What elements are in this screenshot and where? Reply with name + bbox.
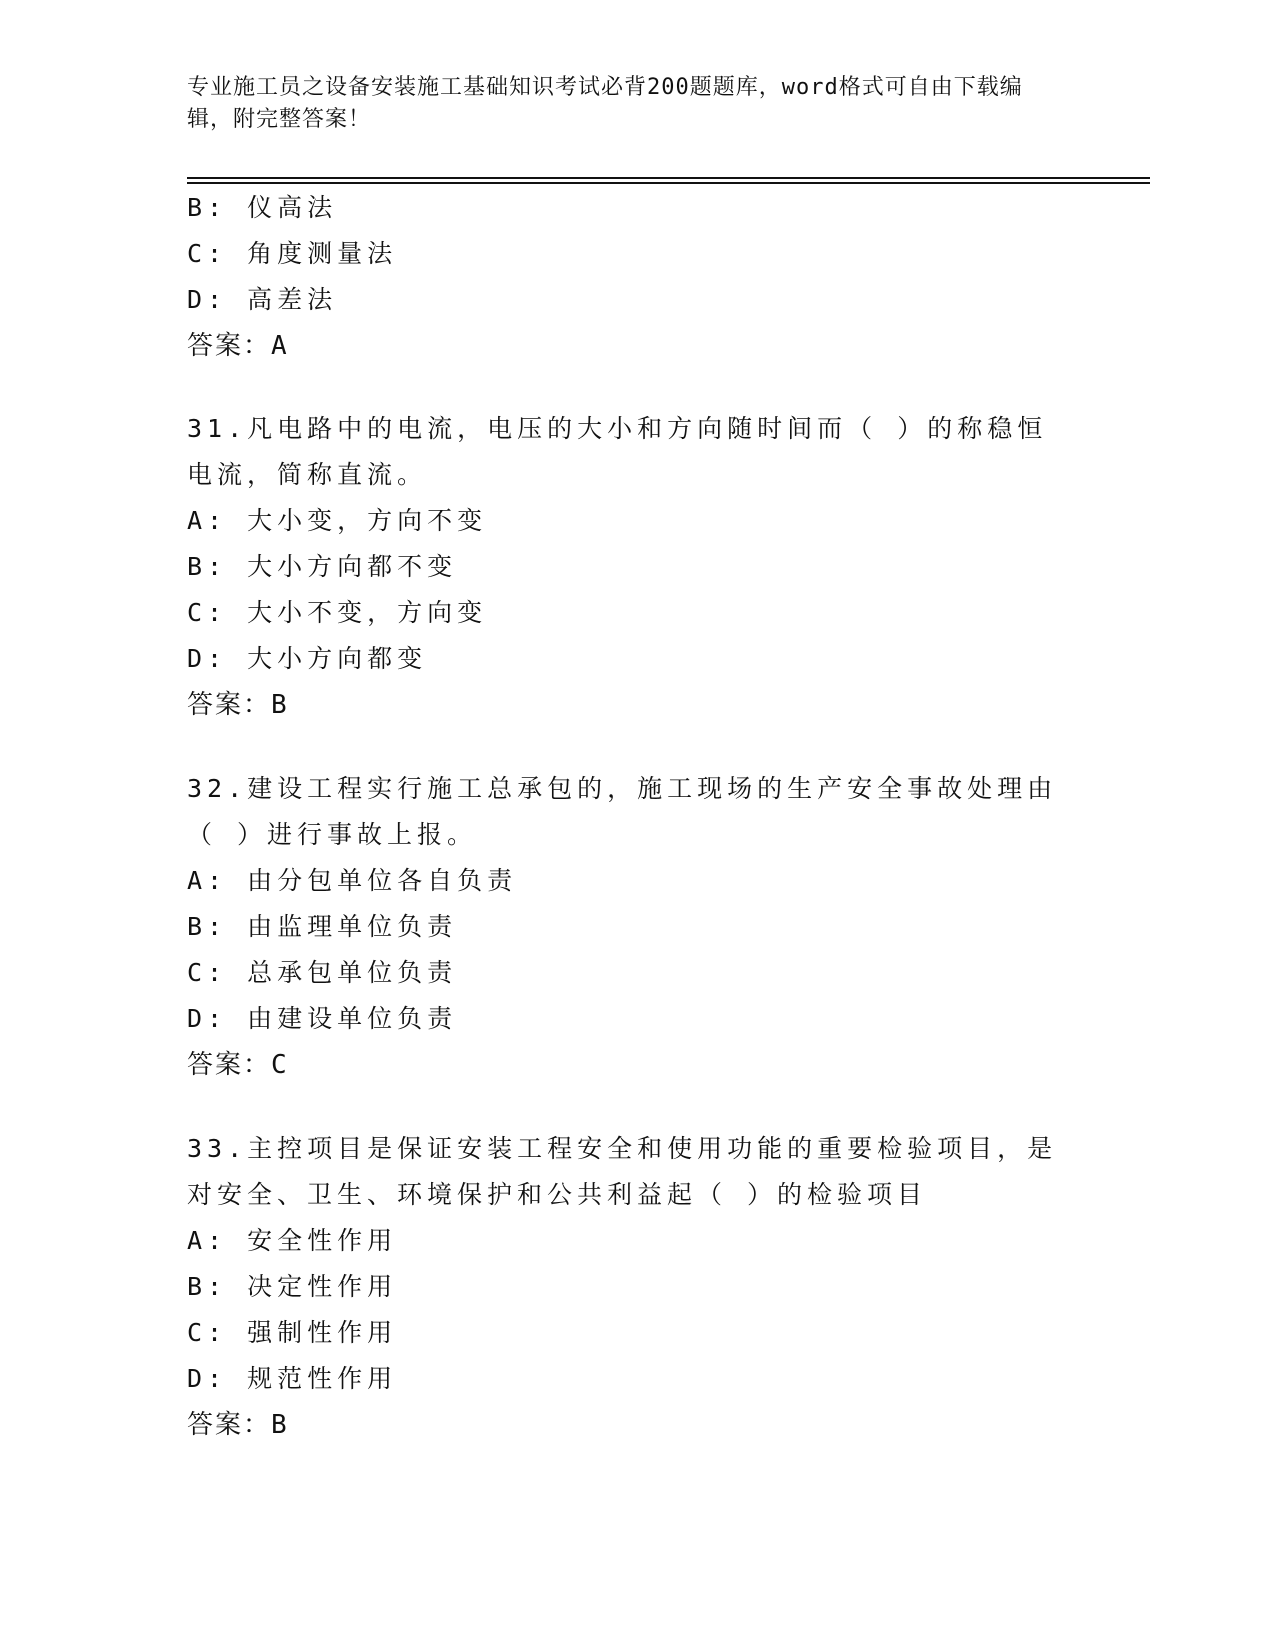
option-a: A: 安全性作用 [187, 1226, 398, 1255]
option-b: B: 大小方向都不变 [187, 552, 458, 581]
option-d: D: 高差法 [187, 285, 338, 314]
header-divider-top [187, 177, 1150, 179]
option-d: D: 由建设单位负责 [187, 1004, 458, 1033]
option-c: C: 角度测量法 [187, 239, 398, 268]
option-c: C: 总承包单位负责 [187, 958, 458, 987]
question-30-continued [187, 185, 1087, 369]
option-c: C: 大小不变，方向变 [187, 598, 488, 627]
option-d: D: 规范性作用 [187, 1364, 398, 1393]
option-b: B: 仪高法 [187, 193, 338, 222]
option-b: B: 决定性作用 [187, 1272, 398, 1301]
question-32 [187, 766, 1087, 1088]
answer-line: 答案：C [187, 1050, 289, 1080]
answer-line: 答案：B [187, 1410, 289, 1440]
option-a: A: 大小变，方向不变 [187, 506, 488, 535]
option-c: C: 强制性作用 [187, 1318, 398, 1347]
question-33 [187, 1126, 1087, 1448]
answer-line: 答案：A [187, 331, 289, 361]
header-divider-bottom [187, 182, 1150, 184]
option-a: A: 由分包单位各自负责 [187, 866, 518, 895]
option-b: B: 由监理单位负责 [187, 912, 458, 941]
answer-line: 答案：B [187, 690, 289, 720]
option-d: D: 大小方向都变 [187, 644, 428, 673]
question-text: 32.建设工程实行施工总承包的，施工现场的生产安全事故处理由（ ）进行事故上报。 [187, 774, 1058, 849]
page-header: 专业施工员之设备安装施工基础知识考试必背200题题库，word格式可自由下载编辑，附完整答案！ [187, 75, 1023, 132]
question-31 [187, 406, 1087, 728]
question-text: 33.主控项目是保证安装工程安全和使用功能的重要检验项目，是对安全、卫生、环境保护和公共利益起（ ）的检验项目 [187, 1134, 1058, 1209]
question-text: 31.凡电路中的电流，电压的大小和方向随时间而（ ）的称稳恒电流，简称直流。 [187, 414, 1048, 489]
